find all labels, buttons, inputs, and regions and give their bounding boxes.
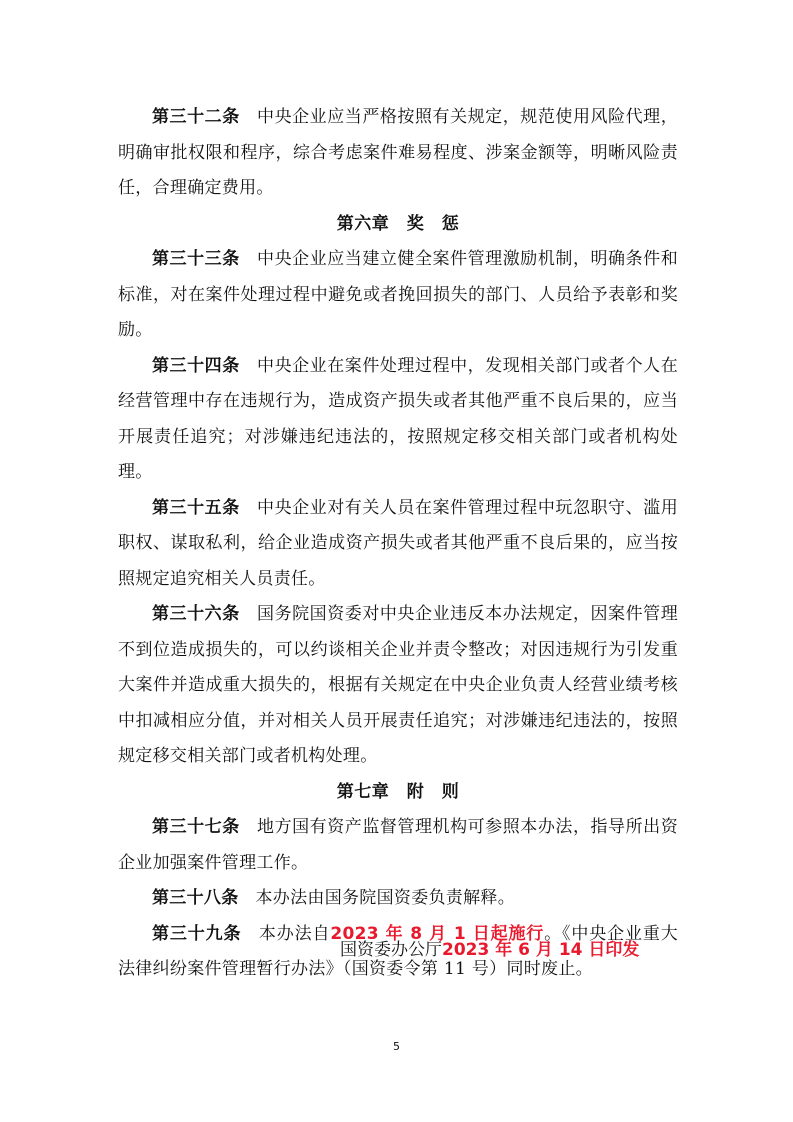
article-label: 第三十三条 <box>152 249 240 269</box>
article-34 <box>118 349 678 491</box>
effective-date: 2023 年 8 月 1 日起施行 <box>330 923 545 944</box>
article-text: 中央企业在案件处理过程中，发现相关部门或者个人在经营管理中存在违规行为，造成资产损失或者其他严重不良后果的，应当开展责任追究；对涉嫌违纪违法的，按照规定移交相关部门或者机构处理。 <box>118 355 679 482</box>
article-label: 第三十八条 <box>152 888 239 908</box>
article-text: 中央企业应当严格按照有关规定，规范使用风险代理，明确审批权限和程序，综合考虑案件难易程度、涉案金额等，明晰风险责任，合理确定费用。 <box>118 107 679 198</box>
article-label: 第三十四条 <box>152 355 240 376</box>
article-35 <box>118 491 678 598</box>
article-text: 中央企业应当建立健全案件管理激励机制，明确条件和标准，对在案件处理过程中避免或者挽回损失的部门、人员给予表彰和奖励。 <box>118 249 679 340</box>
article-37 <box>118 810 678 881</box>
article-text: 本办法由国务院国资委负责解释。 <box>255 888 515 908</box>
article-text: 国务院国资委对中央企业违反本办法规定，因案件管理不到位造成损失的，可以约谈相关企业并责令整改；对因违规行为引发重大案件并造成重大损失的，根据有关规定在中央企业负责人经营业绩考核中扣减相应分值，并对相关人员开展责任追究；对涉嫌违纪违法的，按照规定移交相关部门或者机构处理。 <box>118 604 679 766</box>
chapter-seven-heading: 第七章 附 则 <box>336 781 460 802</box>
issuance-line <box>340 933 639 968</box>
article-33 <box>118 242 678 349</box>
issuing-office: 国资委办公厅 <box>340 940 442 960</box>
article-label: 第三十二条 <box>152 107 240 127</box>
article-38 <box>118 881 678 917</box>
article-label: 第三十七条 <box>152 817 240 837</box>
article-32 <box>118 100 678 207</box>
article-text-before: 本办法自 <box>258 923 331 944</box>
page-number: 5 <box>393 1040 400 1053</box>
article-label: 第三十五条 <box>152 497 240 518</box>
issue-date: 2023 年 6 月 14 日印发 <box>442 940 640 960</box>
article-text: 中央企业对有关人员在案件管理过程中玩忽职守、滥用职权、谋取私利，给企业造成资产损失或者其他严重不良后果的，应当按照规定追究相关人员责任。 <box>118 497 679 589</box>
article-text-after: 。《中央企业重大法律纠纷案件管理暂行办法》（国资委令第 11 号）同时废止。 <box>118 923 679 979</box>
article-label: 第三十六条 <box>152 604 240 624</box>
document-body <box>118 100 678 988</box>
article-label: 第三十九条 <box>152 923 242 944</box>
article-36 <box>118 597 678 775</box>
chapter-six-heading: 第六章 奖 惩 <box>336 213 460 234</box>
article-text: 地方国有资产监督管理机构可参照本办法，指导所出资企业加强案件管理工作。 <box>118 817 679 873</box>
